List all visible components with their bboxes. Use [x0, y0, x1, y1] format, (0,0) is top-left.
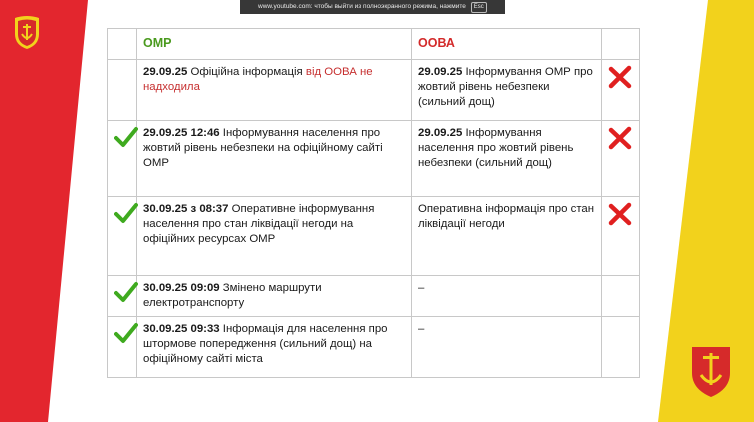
cross-icon: [608, 65, 632, 89]
omr-text: Інформування населення про жовтий рівень небезпеки на офіційному сайті ОМР: [143, 127, 383, 169]
oova-status-cell: [602, 197, 640, 276]
omr-text: Змінено маршрути електротранспорту: [143, 282, 322, 309]
omr-date: 29.09.25 12:46: [143, 127, 220, 139]
oova-text: Оперативна інформація про стан ліквідації негоди: [418, 203, 595, 230]
table-row: [108, 317, 640, 378]
omr-date: 30.09.25 з 08:37: [143, 203, 229, 215]
omr-status-cell: [108, 276, 137, 317]
omr-status-cell: [108, 121, 137, 197]
table-header-row: [108, 29, 640, 60]
omr-date: 30.09.25 09:09: [143, 282, 220, 294]
omr-date: 29.09.25: [143, 66, 188, 78]
header-oova: ООВА: [412, 29, 602, 60]
oova-text: –: [418, 282, 425, 294]
omr-red-text: від ООВА не надходила: [143, 66, 373, 93]
header-omr: ОМР: [137, 29, 412, 60]
check-icon: [114, 322, 138, 344]
table-row: [108, 60, 640, 121]
omr-text: Оперативне інформування населення про стан ліквідації негоди на офіційних ресурсах ОМР: [143, 203, 375, 245]
odesa-emblem-icon: [13, 14, 41, 50]
header-mark-cell: [602, 29, 640, 60]
table-row: [108, 276, 640, 317]
oova-cell: [412, 197, 602, 276]
omr-text: Інформація для населення про штормове попередження (сильний дощ) на офіційному сайті міста: [143, 323, 388, 365]
check-icon: [114, 126, 138, 148]
oova-cell: [412, 60, 602, 121]
omr-date: 30.09.25 09:33: [143, 323, 220, 335]
omr-cell: [137, 276, 412, 317]
esc-key-hint: Esc: [471, 2, 487, 13]
fullscreen-notice-text: www.youtube.com: чтобы выйти из полноэкранного режима, нажмите: [258, 3, 466, 10]
omr-cell: [137, 60, 412, 121]
odesa-emblem-large-icon: [684, 331, 738, 403]
cross-icon: [608, 202, 632, 226]
oova-status-cell: [602, 317, 640, 378]
table-row: [108, 121, 640, 197]
table-row: [108, 197, 640, 276]
oova-cell: [412, 276, 602, 317]
check-icon: [114, 281, 138, 303]
check-icon: [114, 202, 138, 224]
oova-status-cell: [602, 60, 640, 121]
omr-cell: [137, 317, 412, 378]
omr-text: Офіційна інформація: [187, 66, 306, 78]
oova-cell: [412, 317, 602, 378]
comparison-table: [107, 28, 640, 378]
header-check-cell: [108, 29, 137, 60]
oova-status-cell: [602, 121, 640, 197]
omr-status-cell: [108, 197, 137, 276]
omr-cell: [137, 121, 412, 197]
oova-text: Інформування ОМР про жовтий рівень небезпеки (сильний дощ): [418, 66, 593, 108]
fullscreen-notice: [240, 0, 505, 14]
oova-text: –: [418, 323, 425, 335]
cross-icon: [608, 126, 632, 150]
oova-date: 29.09.25: [418, 66, 463, 78]
oova-text: Інформування населення про жовтий рівень небезпеки (сильний дощ): [418, 127, 574, 169]
oova-cell: [412, 121, 602, 197]
omr-cell: [137, 197, 412, 276]
oova-status-cell: [602, 276, 640, 317]
omr-status-cell: [108, 60, 137, 121]
oova-date: 29.09.25: [418, 127, 463, 139]
omr-status-cell: [108, 317, 137, 378]
